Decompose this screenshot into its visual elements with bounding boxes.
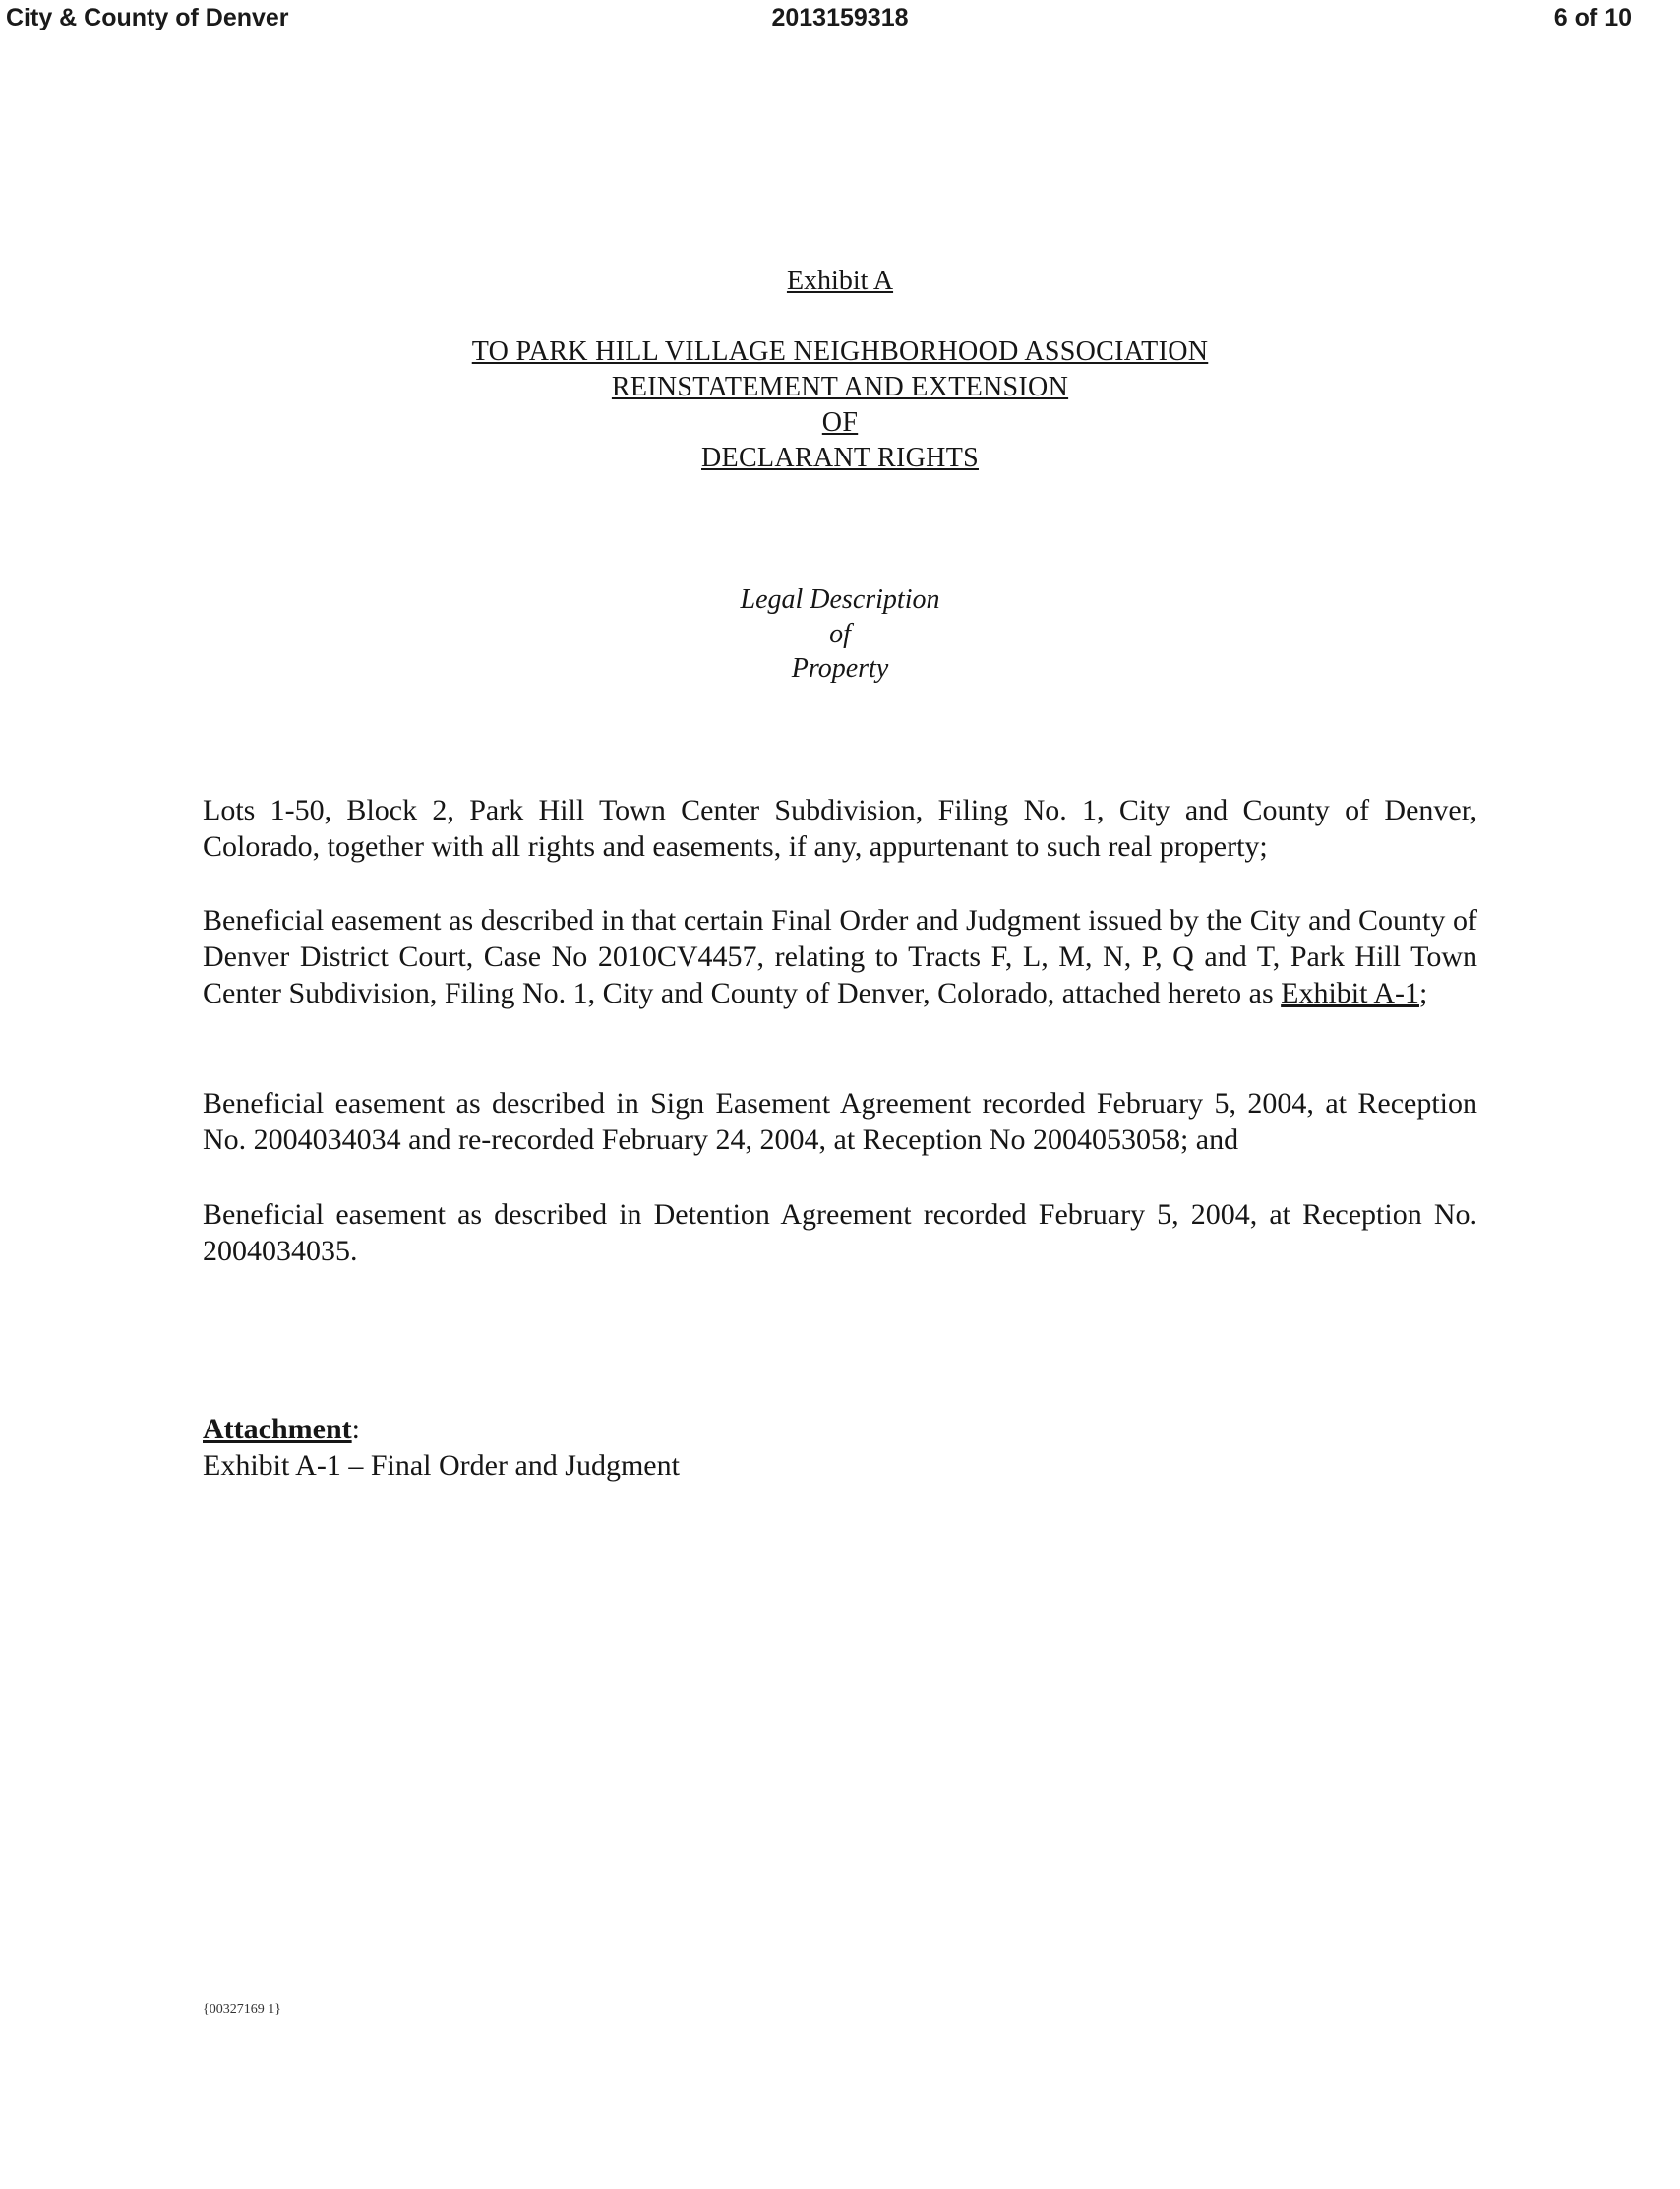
legal-description-title (0, 582, 1680, 686)
heading-line: OF (821, 407, 859, 438)
attachment-item: Exhibit A-1 – Final Order and Judgment (203, 1449, 680, 1482)
exhibit-reference: Exhibit A-1 (1281, 977, 1419, 1009)
paragraph-lots: Lots 1-50, Block 2, Park Hill Town Center Subdivision, Filing No. 1, City and County of Denver, Colorado, together with all rights and easements, if any, appurtenant to such real property; (203, 794, 1477, 863)
attachment-label: Attachment (203, 1413, 352, 1445)
paragraph-sign-easement: Beneficial easement as described in Sign Easement Agreement recorded February 5, 2004, at Reception No. 2004034034 and re-recorded February 24, 2004, at Reception No 2004053058; and (203, 1087, 1477, 1156)
header-document-number: 2013159318 (771, 4, 909, 31)
legal-line: of (829, 619, 851, 649)
legal-line: Legal Description (740, 584, 940, 615)
heading-line: TO PARK HILL VILLAGE NEIGHBORHOOD ASSOCIATION (471, 336, 1209, 367)
legal-line: Property (791, 653, 889, 684)
heading-line: REINSTATEMENT AND EXTENSION (611, 372, 1069, 402)
footer-document-code: {00327169 1} (203, 2002, 281, 2017)
paragraph-detention-agreement: Beneficial easement as described in Detention Agreement recorded February 5, 2004, at Reception No. 2004034035. (203, 1198, 1477, 1267)
document-heading (0, 334, 1680, 476)
heading-line: DECLARANT RIGHTS (701, 443, 979, 473)
attachment-section (203, 1411, 680, 1484)
header-page-indicator: 6 of 10 (1553, 4, 1632, 31)
attachment-colon: : (351, 1413, 360, 1445)
header-left: City & County of Denver (6, 4, 289, 31)
paragraph-final-order (203, 902, 1477, 1011)
paragraph-text: Beneficial easement as described in that certain Final Order and Judgment issued by the City and County of Denver District Court, Case No 2010CV4457, relating to Tracts F, L, M, N, P, Q and T, Park Hill Town Center Subdivision, Filing No. 1, City and County of Denver, Colorado, attached hereto as (203, 904, 1477, 1009)
exhibit-title: Exhibit A (786, 266, 894, 296)
paragraph-end: ; (1418, 977, 1428, 1009)
